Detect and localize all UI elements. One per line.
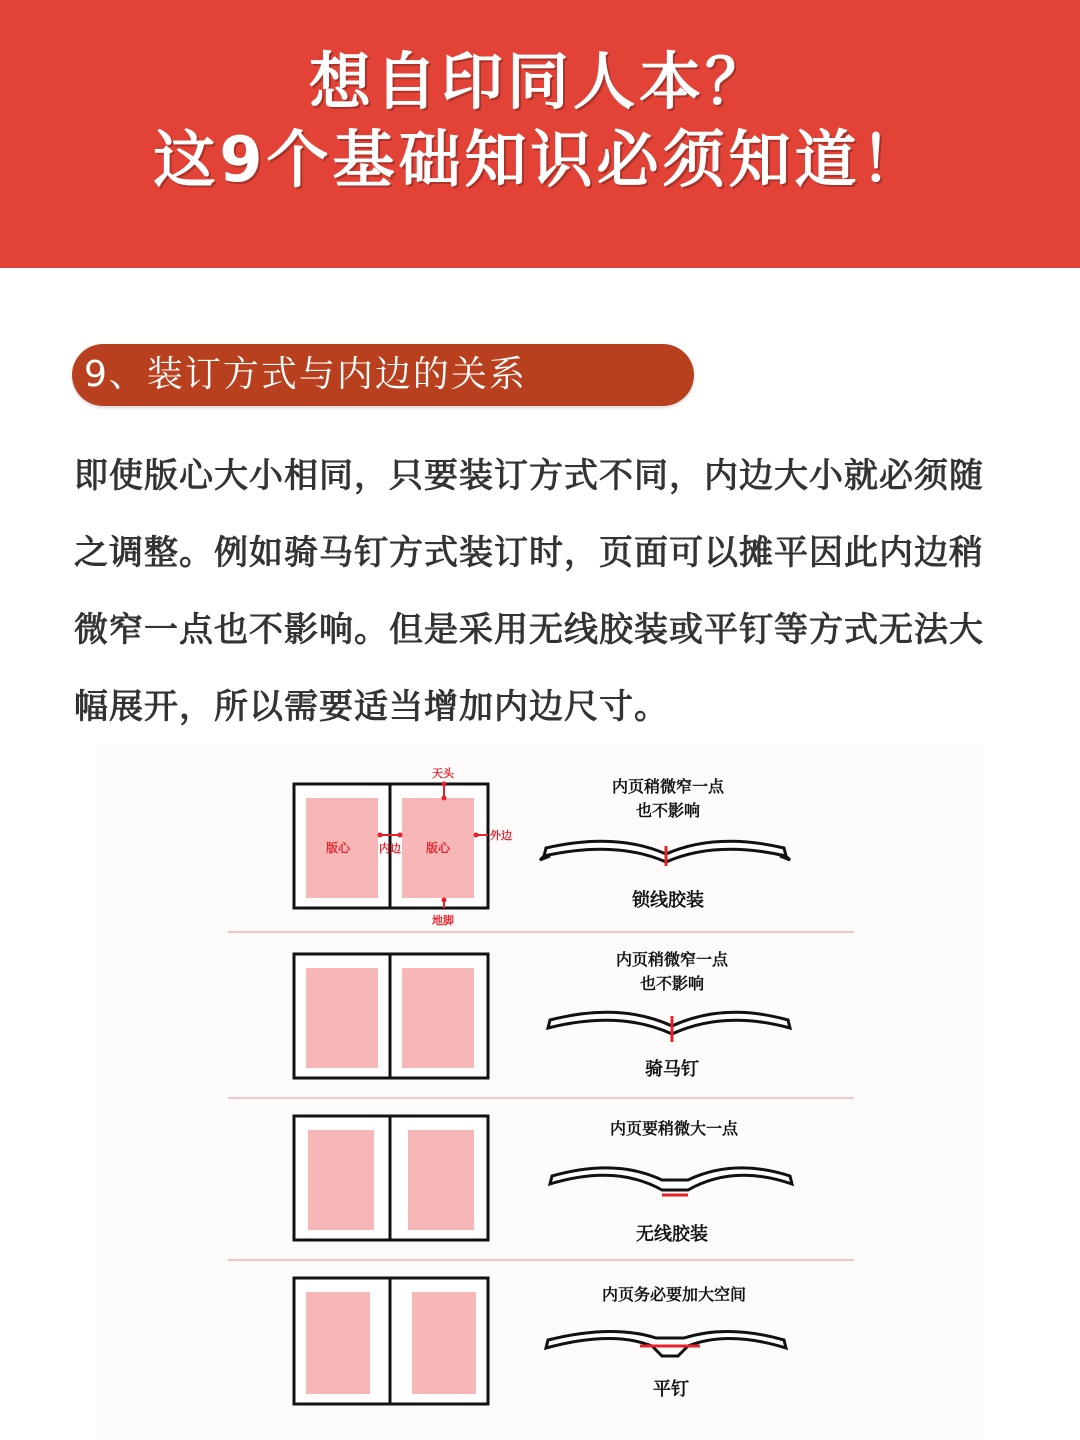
open-book-side-view — [546, 1331, 786, 1356]
inner-margin-dot-2 — [398, 833, 403, 838]
diagram-row-2 — [228, 950, 854, 1098]
row-4-note-line-1: 内页务必要加大空间 — [601, 1285, 747, 1304]
open-book-spread — [294, 1278, 488, 1404]
type-area-label-right: 版心 — [425, 841, 451, 855]
open-book-spread — [294, 954, 488, 1078]
diagram-row-3 — [228, 1116, 854, 1260]
body-paragraph: 即使版心大小相同，只要装订方式不同，内边大小就必须随之调整。例如骑马钉方式装订时，页面可以摊平因此内边稍微窄一点也不影响。但是采用无线胶装或平钉等方式无法大幅展开，所以需要适当增加内边尺寸。 — [74, 456, 984, 727]
row-2-binding-label: 骑马钉 — [645, 1059, 699, 1080]
inner-margin-dot — [378, 833, 383, 838]
top-margin-dot — [442, 782, 447, 787]
section-heading: 9、装订方式与内边的关系 — [84, 354, 527, 395]
outer-margin-dot — [474, 833, 479, 838]
type-area-left — [306, 1292, 370, 1394]
row-1-note-line-1: 内页稍微窄一点 — [611, 777, 725, 796]
open-book-side-view — [548, 1012, 790, 1042]
row-2-note-line-2: 也不影响 — [639, 974, 705, 993]
row-2-note-line-1: 内页稍微窄一点 — [615, 950, 729, 969]
type-area-right — [412, 1292, 476, 1394]
bottom-margin-label: 地脚 — [432, 914, 454, 927]
row-3-note-line-1: 内页要稍微大一点 — [609, 1119, 739, 1138]
diagram-row-4 — [294, 1278, 786, 1404]
banner-title-line-2: 这9个基础知识必须知道！ — [153, 123, 927, 196]
top-margin-dot-2 — [442, 796, 447, 801]
outer-margin-label: 外边 — [490, 829, 512, 842]
open-book-side-view — [540, 841, 790, 866]
row-1-binding-label: 锁线胶装 — [632, 890, 704, 911]
type-area-right — [408, 1130, 474, 1230]
row-1-note-line-2: 也不影响 — [635, 801, 701, 820]
title-banner — [0, 0, 1080, 268]
binding-diagram-svg — [96, 744, 984, 1440]
inner-margin-label: 内边 — [379, 842, 401, 855]
section-heading-pill — [72, 344, 694, 406]
banner-title-line-1: 想自印同人本？ — [308, 45, 771, 118]
row-4-binding-label: 平钉 — [653, 1379, 689, 1400]
type-area-left — [306, 968, 378, 1068]
type-area-left — [308, 1130, 374, 1230]
open-book-spread — [294, 1116, 488, 1240]
top-margin-label: 天头 — [432, 767, 454, 780]
type-area-right — [402, 968, 474, 1068]
bottom-margin-dot — [442, 898, 447, 903]
row-3-binding-label: 无线胶装 — [636, 1224, 708, 1245]
type-area-label-left: 版心 — [325, 841, 351, 855]
diagram-row-1 — [228, 766, 854, 932]
binding-diagram — [96, 744, 984, 1440]
open-book-side-view — [550, 1168, 792, 1195]
